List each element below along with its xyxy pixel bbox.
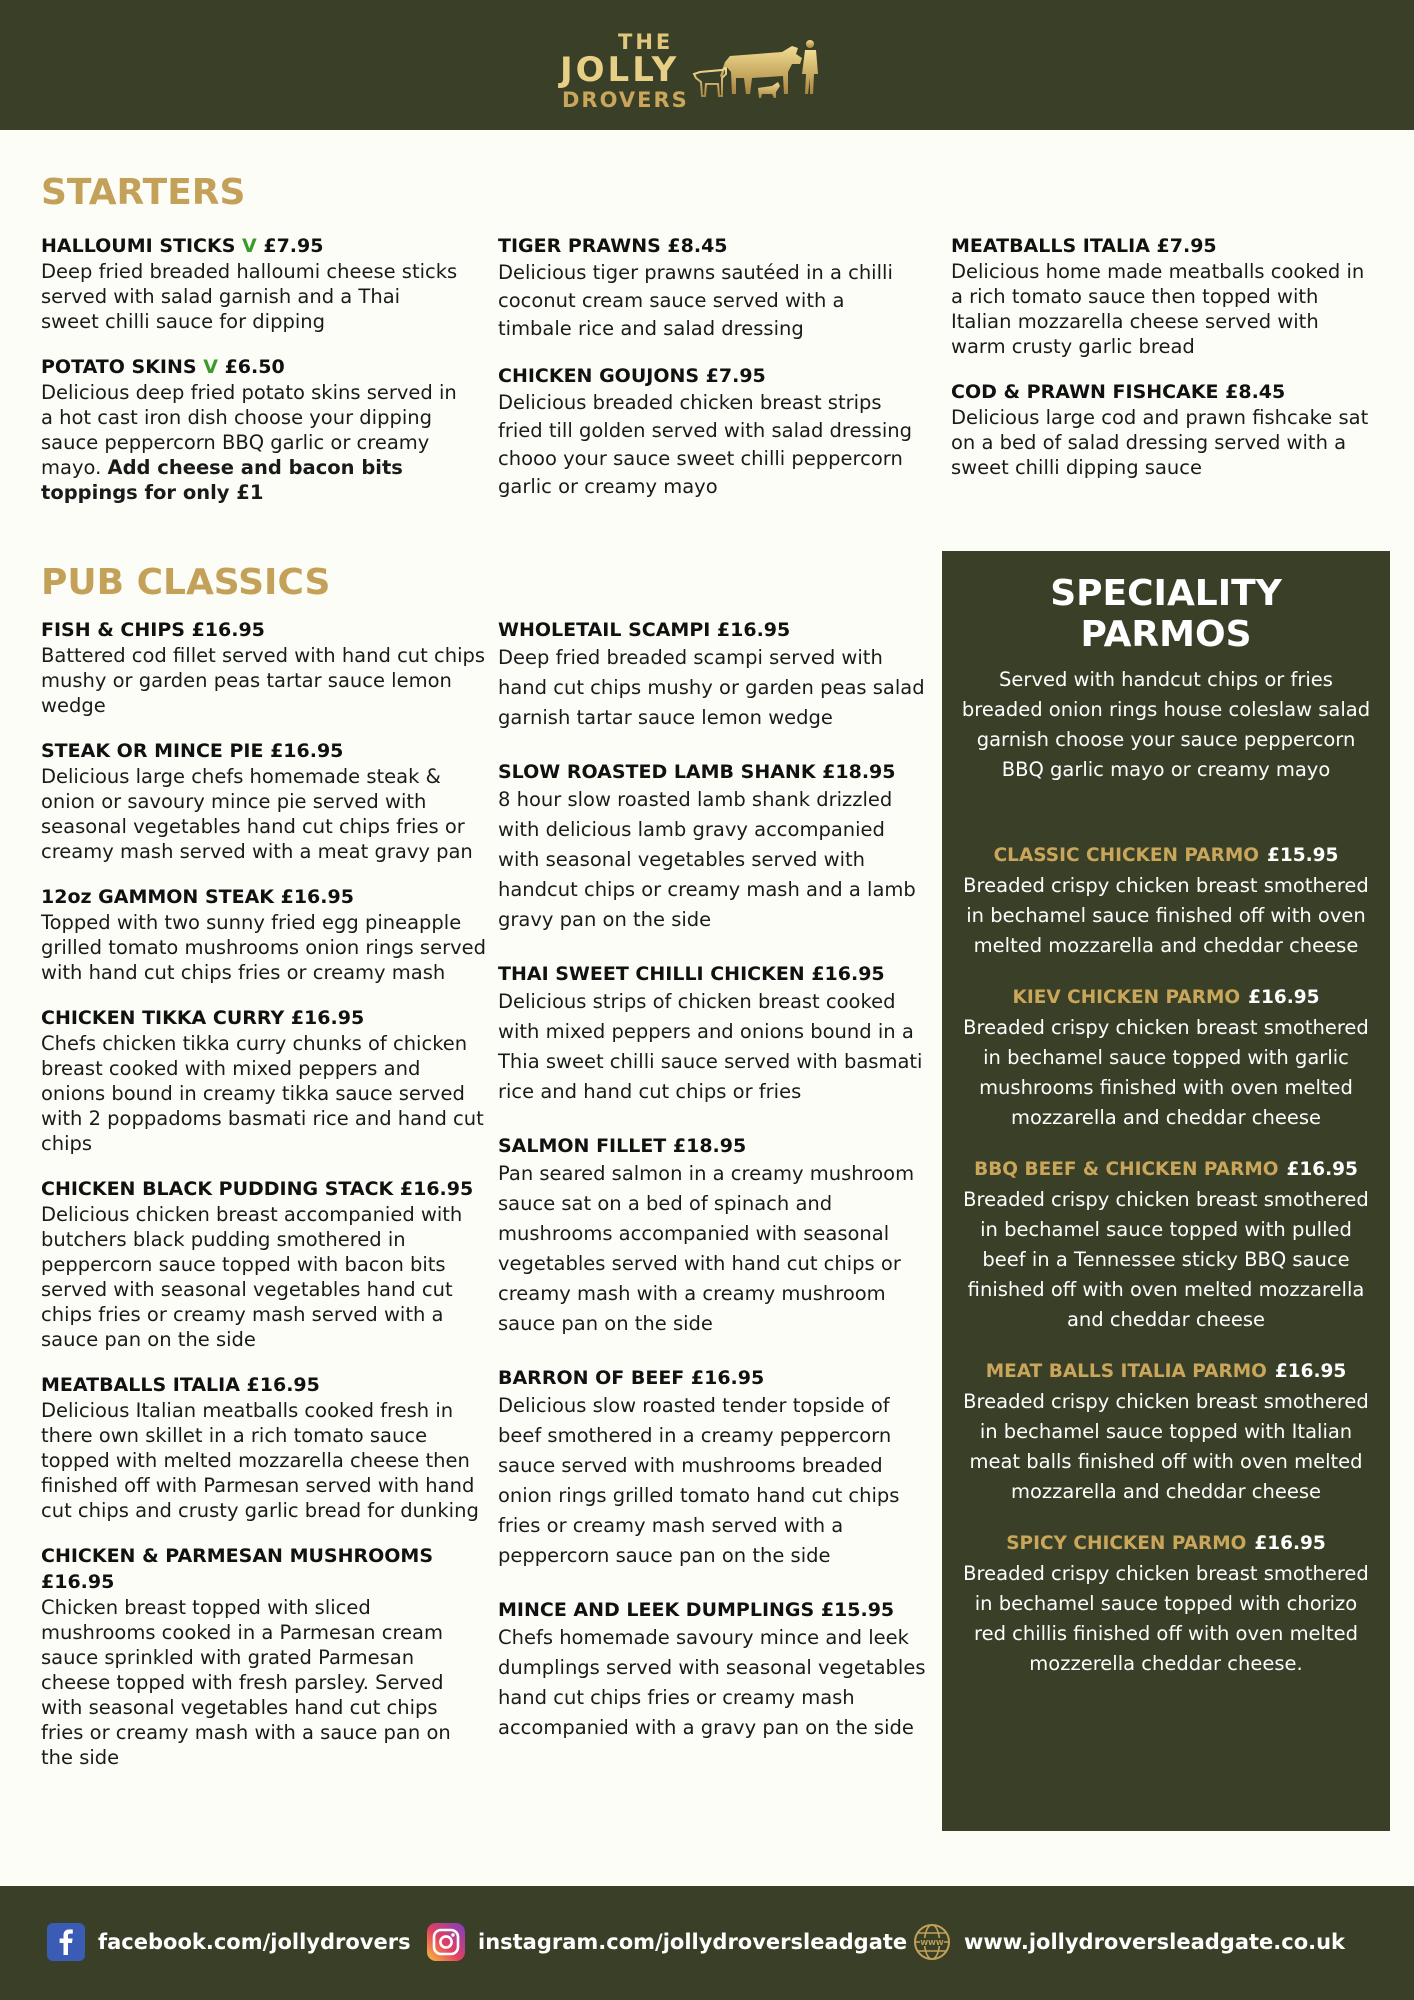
logo-the: THE [618,30,674,54]
item-name: POTATO SKINS [41,356,197,378]
facebook-url: facebook.com/jollydrovers [98,1930,411,1954]
menu-item-chicken-tikka-curry [41,1005,486,1156]
menu-item-halloumi-sticks [41,233,461,334]
item-description [41,380,461,505]
item-description: Pan seared salmon in a creamy mushroom sauce sat on a bed of spinach and mushrooms accompanied with seasonal vegetables served with hand cut chips or creamy mash with a creamy mushroom sauce pan on the side [498,1162,915,1335]
item-description: Chefs homemade savoury mince and leek dumplings served with seasonal vegetables hand cut chips fries or creamy mash accompanied with a gravy pan on the side [498,1626,926,1739]
parmo-name: SPICY CHICKEN PARMO [1006,1533,1247,1554]
logo-drovers: DROVERS [562,88,689,112]
parmos-title: SPECIALITY PARMOS [1050,573,1282,655]
item-description: 8 hour slow roasted lamb shank drizzled with delicious lamb gravy accompanied with seasonal vegetables served with handcut chips or creamy mash and a lamb gravy pan on the side [498,788,916,931]
parmo-title [960,983,1372,1013]
parmo-title [960,1529,1372,1559]
item-name: HALLOUMI STICKS [41,235,236,257]
instagram-url: instagram.com/jollydroversleadgate [478,1930,908,1954]
menu-item-lamb-shank [498,759,930,935]
item-description: Delicious chicken breast accompanied with butchers black pudding smothered in peppercorn sauce topped with bacon bits served with seasonal vegetables hand cut chips fries or creamy mash served with a sauce pan on the side [41,1203,463,1351]
speciality-parmos-panel [942,551,1390,1831]
menu-item-fish-chips [41,617,486,718]
item-description: Delicious large cod and prawn fishcake sat on a bed of salad dressing served with a sweet chilli dipping sauce [951,406,1369,479]
parmo-description: Breaded crispy chicken breast smothered in bechamel sauce topped with garlic mushrooms finished with oven melted mozzarella and cheddar cheese [963,1016,1369,1129]
item-title: BARRON OF BEEF £16.95 [498,1367,765,1389]
item-description: Deep fried breaded scampi served with hand cut chips mushy or garden peas salad garnish tartar sauce lemon wedge [498,646,925,729]
starters-title: STARTERS [41,172,246,213]
parmo-item-spicy-chicken [960,1529,1372,1679]
parmo-name: KIEV CHICKEN PARMO [1012,987,1241,1008]
item-title: CHICKEN & PARMESAN MUSHROOMS £16.95 [41,1545,434,1593]
cattle-drover-icon [692,38,832,110]
item-title: SALMON FILLET £18.95 [498,1135,747,1157]
logo[interactable] [560,28,850,114]
instagram-link[interactable] [426,1920,907,1964]
menu-item-thai-sweet-chilli-chicken [498,961,930,1107]
menu-item-steak-mince-pie [41,738,486,864]
item-description: Topped with two sunny fried egg pineapple grilled tomato mushrooms onion rings served with hand cut chips fries or creamy mash [41,911,487,984]
menu-item-chicken-black-pudding-stack [41,1176,486,1352]
website-url: www.jollydroversleadgate.co.uk [964,1930,1346,1954]
parmo-item-classic-chicken [960,841,1372,961]
menu-item-meatballs-italia-starter [951,233,1371,359]
parmo-item-bbq-beef-chicken [960,1155,1372,1335]
facebook-icon [46,1922,86,1962]
item-title: CHICKEN BLACK PUDDING STACK £16.95 [41,1178,474,1200]
menu-item-salmon-fillet [498,1133,930,1339]
parmo-description: Breaded crispy chicken breast smothered in bechamel sauce topped with chorizo red chillis finished off with oven melted mozzerella cheddar cheese. [963,1562,1369,1675]
item-addon-note: Add cheese and bacon bits toppings for only £1 [41,456,403,504]
parmo-title [960,1155,1372,1185]
item-title: MEATBALLS ITALIA £7.95 [951,235,1217,257]
item-description: Chefs chicken tikka curry chunks of chicken breast cooked with mixed peppers and onions bound in creamy tikka sauce served with 2 poppadoms basmati rice and hand cut chips [41,1032,484,1155]
footer-bar [0,1886,1414,2000]
menu-item-chicken-goujons [498,363,918,501]
parmo-description: Breaded crispy chicken breast smothered in bechamel sauce topped with pulled beef in a Tennessee sticky BBQ sauce finished off with oven melted mozzarella and cheddar cheese [963,1188,1369,1331]
starters-column-3 [951,233,1371,500]
parmo-price: £15.95 [1267,845,1339,866]
item-description: Delicious large chefs homemade steak & onion or savoury mince pie served with seasonal vegetables hand cut chips fries or creamy mash served with a meat gravy pan [41,765,473,863]
item-description: Battered cod fillet served with hand cut chips mushy or garden peas tartar sauce lemon wedge [41,644,486,717]
parmo-description: Breaded crispy chicken breast smothered in bechamel sauce topped with Italian meat balls finished off with oven melted mozzarella and cheddar cheese [963,1390,1369,1503]
item-description-text: Delicious deep fried potato skins served in a hot cast iron dish choose your dipping sauce peppercorn BBQ garlic or creamy mayo. [41,381,457,479]
item-title: COD & PRAWN FISHCAKE £8.45 [951,381,1286,403]
item-description: Delicious slow roasted tender topside of beef smothered in a creamy peppercorn sauce served with mushrooms breaded onion rings grilled tomato hand cut chips fries or creamy mash served with a peppercorn sauce pan on the side [498,1394,900,1567]
parmo-price: £16.95 [1254,1533,1326,1554]
item-title: CHICKEN TIKKA CURRY £16.95 [41,1007,365,1029]
vegetarian-badge: V [203,356,218,378]
item-title: SLOW ROASTED LAMB SHANK £18.95 [498,761,896,783]
item-title: TIGER PRAWNS £8.45 [498,235,728,257]
item-title [41,354,461,380]
pub-classics-column-1 [41,617,486,1790]
item-title: MEATBALLS ITALIA £16.95 [41,1374,320,1396]
parmo-name: MEAT BALLS ITALIA PARMO [985,1361,1267,1382]
facebook-link[interactable] [46,1920,411,1964]
item-title: FISH & CHIPS £16.95 [41,619,265,641]
parmo-price: £16.95 [1274,1361,1347,1382]
parmo-title [960,1357,1372,1387]
item-description: Delicious Italian meatballs cooked fresh in there own skillet in a rich tomato sauce topped with melted mozzarella cheese then finished off with Parmesan served with hand cut chips and crusty garlic bread for dunking [41,1399,479,1522]
parmo-price: £16.95 [1248,987,1320,1008]
item-description: Delicious tiger prawns sautéed in a chilli coconut cream sauce served with a timbale rice and salad dressing [498,261,893,340]
parmo-name: CLASSIC CHICKEN PARMO [993,845,1259,866]
item-price: £7.95 [263,235,324,257]
parmo-name: BBQ BEEF & CHICKEN PARMO [974,1159,1279,1180]
parmo-price: £16.95 [1286,1159,1358,1180]
pub-classics-column-2 [498,617,930,1769]
menu-item-mince-leek-dumplings [498,1597,930,1743]
parmo-description: Breaded crispy chicken breast smothered in bechamel sauce finished off with oven melted mozzarella and cheddar cheese [963,874,1369,957]
menu-item-meatballs-italia [41,1372,486,1523]
item-description: Delicious strips of chicken breast cooked with mixed peppers and onions bound in a Thia sweet chilli sauce served with basmati rice and hand cut chips or fries [498,990,923,1103]
parmo-item-kiev-chicken [960,983,1372,1133]
item-title [41,233,461,259]
header-bar [0,0,1414,130]
item-description: Deep fried breaded halloumi cheese sticks served with salad garnish and a Thai sweet chilli sauce for dipping [41,260,458,333]
menu-item-gammon-steak [41,884,486,985]
logo-jolly: JOLLY [560,50,680,90]
svg-text:WWW: WWW [920,1939,944,1947]
parmo-item-meat-balls-italia [960,1357,1372,1507]
globe-icon [912,1922,952,1962]
item-description: Chicken breast topped with sliced mushrooms cooked in a Parmesan cream sauce sprinkled with grated Parmesan cheese topped with fresh parsley. Served with seasonal vegetables hand cut chips fries or creamy mash with a sauce pan on the side [41,1596,451,1769]
item-price: £6.50 [224,356,285,378]
menu-item-cod-prawn-fishcake [951,379,1371,480]
item-title: MINCE AND LEEK DUMPLINGS £15.95 [498,1599,895,1621]
item-title: STEAK OR MINCE PIE £16.95 [41,740,344,762]
parmo-title [960,841,1372,871]
menu-item-chicken-parmesan-mushrooms [41,1543,486,1770]
menu-item-potato-skins [41,354,461,505]
item-description: Delicious breaded chicken breast strips fried till golden served with salad dressing chooo your sauce sweet chilli peppercorn garlic or creamy mayo [498,391,912,498]
item-description: Delicious home made meatballs cooked in a rich tomato sauce then topped with Italian mozzarella cheese served with warm crusty garlic bread [951,260,1365,358]
item-title: THAI SWEET CHILLI CHICKEN £16.95 [498,963,885,985]
website-link[interactable] [912,1920,1345,1964]
instagram-icon [426,1922,466,1962]
starters-column-2 [498,233,918,521]
item-title: CHICKEN GOUJONS £7.95 [498,365,766,387]
menu-item-barron-of-beef [498,1365,930,1571]
parmos-intro: Served with handcut chips or fries breaded onion rings house coleslaw salad garnish choose your sauce peppercorn BBQ garlic mayo or creamy mayo [961,668,1371,781]
menu-item-tiger-prawns [498,233,918,343]
vegetarian-badge: V [242,235,257,257]
item-title: WHOLETAIL SCAMPI £16.95 [498,619,791,641]
starters-column-1 [41,233,461,525]
menu-item-wholetail-scampi [498,617,930,733]
item-title: 12oz GAMMON STEAK £16.95 [41,886,354,908]
pub-classics-title: PUB CLASSICS [41,562,331,603]
